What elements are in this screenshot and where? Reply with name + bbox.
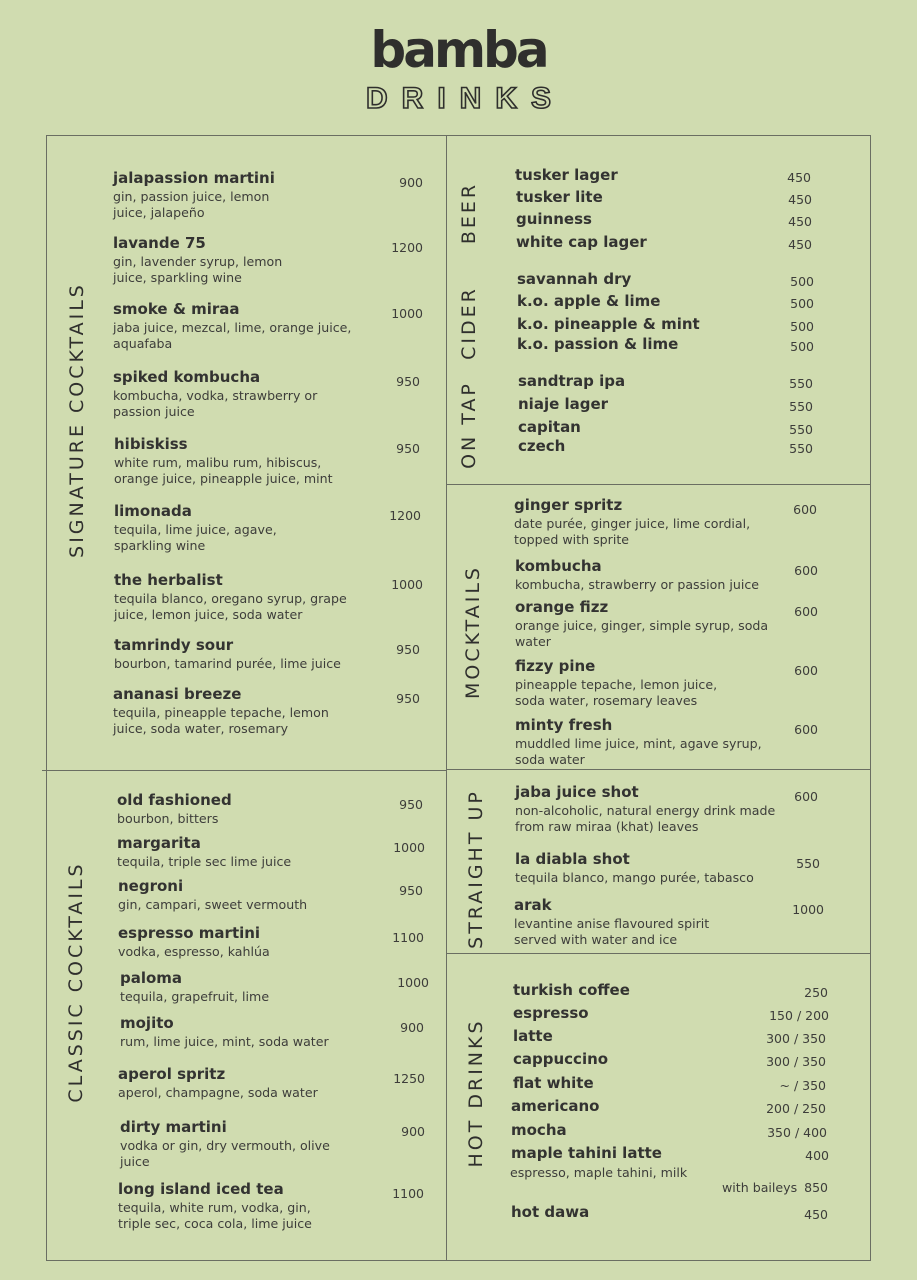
signature-cocktail-item-name: hibiskiss [114, 435, 188, 453]
right-divider-1 [446, 484, 870, 485]
beer-item-name: tusker lager [515, 166, 618, 184]
classic-cocktail-item-name: espresso martini [118, 924, 261, 942]
classic-cocktail-item-description: tequila, triple sec lime juice [117, 854, 292, 869]
mocktail-item-name: ginger spritz [514, 496, 623, 514]
hot-drink-item-price: 300 / 350 [766, 1031, 826, 1046]
classic-cocktail-item-name: negroni [118, 877, 184, 895]
hot-drink-item-price: 200 / 250 [766, 1101, 826, 1116]
hot-drink-item-price: 300 / 350 [766, 1054, 826, 1069]
section-title-cider: CIDER [458, 286, 480, 360]
beer-item-price: 450 [788, 192, 812, 207]
mocktail-item [514, 497, 750, 547]
signature-cocktail-item-description: jaba juice, mezcal, lime, orange juice, aquafaba [113, 320, 352, 351]
beer-item-name: white cap lager [516, 233, 647, 251]
mocktail-item-name: minty fresh [515, 716, 613, 734]
on-tap-item-name: sandtrap ipa [518, 372, 626, 390]
classic-cocktail-item-description: vodka, espresso, kahlúa [118, 944, 270, 959]
signature-cocktail-item-name: spiked kombucha [113, 368, 261, 386]
on-tap-item-name: czech [518, 437, 566, 455]
classic-cocktail-item [118, 878, 307, 913]
signature-cocktail-item-price: 1000 [391, 306, 423, 321]
hot-drink-item-name: turkish coffee [513, 981, 630, 999]
mocktail-item-name: orange fizz [515, 598, 609, 616]
classic-cocktail-item [118, 925, 270, 960]
right-divider-2 [446, 769, 870, 770]
signature-cocktail-item-description: gin, passion juice, lemon juice, jalapeño [113, 189, 270, 220]
on-tap-item-name: capitan [518, 418, 581, 436]
cider-item-name: k.o. passion & lime [517, 335, 679, 353]
straight-up-item-name: jaba juice shot [515, 783, 639, 801]
signature-cocktail-item [113, 235, 282, 285]
cider-item-price: 500 [790, 339, 814, 354]
mocktail-item [515, 658, 717, 708]
signature-cocktail-item-name: the herbalist [114, 571, 223, 589]
classic-cocktail-item [118, 1181, 312, 1231]
signature-cocktail-item [113, 301, 351, 351]
straight-up-item-price: 600 [794, 789, 818, 804]
mocktail-item-description: muddled lime juice, mint, agave syrup, soda water [515, 736, 762, 767]
hot-drink-item-name: mocha [511, 1121, 567, 1139]
hot-drink-item-name: flat white [513, 1074, 594, 1092]
mocktail-item-description: kombucha, strawberry or passion juice [515, 577, 760, 592]
signature-cocktail-item-name: jalapassion martini [113, 169, 275, 187]
menu-title: DRINKS [365, 82, 565, 115]
classic-cocktail-item-description: vodka or gin, dry vermouth, olive juice [120, 1138, 330, 1169]
hot-drink-item-name: maple tahini latte [511, 1144, 662, 1162]
classic-cocktail-item-description: tequila, white rum, vodka, gin, triple sec, coca cola, lime juice [118, 1200, 312, 1231]
classic-cocktail-item-price: 1100 [392, 1186, 424, 1201]
classic-cocktail-item-description: rum, lime juice, mint, soda water [120, 1034, 329, 1049]
classic-cocktail-item-name: dirty martini [120, 1118, 227, 1136]
signature-cocktail-item-price: 950 [396, 642, 420, 657]
signature-cocktail-item-name: lavande 75 [113, 234, 206, 252]
classic-cocktail-item-price: 1000 [397, 975, 429, 990]
mocktail-item-name: kombucha [515, 557, 602, 575]
signature-cocktail-item-price: 1200 [389, 508, 421, 523]
hot-drink-item-name: americano [511, 1097, 600, 1115]
signature-cocktail-item-price: 950 [396, 441, 420, 456]
signature-cocktail-item-description: bourbon, tamarind purée, lime juice [114, 656, 341, 671]
classic-cocktail-item-description: aperol, champagne, soda water [118, 1085, 318, 1100]
hot-drink-item-name: cappuccino [513, 1050, 609, 1068]
signature-cocktail-item [114, 637, 341, 672]
section-title-on-tap: ON TAP [458, 381, 480, 469]
classic-cocktail-item-description: bourbon, bitters [117, 811, 219, 826]
mocktail-item-name: fizzy pine [515, 657, 596, 675]
signature-cocktail-item-description: tequila, lime juice, agave, sparkling wine [114, 522, 277, 553]
mocktail-item-description: date purée, ginger juice, lime cordial, topped with sprite [514, 516, 751, 547]
baileys-label: with baileys [722, 1180, 798, 1195]
signature-cocktail-item-price: 950 [396, 691, 420, 706]
maple-tahini-description: espresso, maple tahini, milk [510, 1165, 688, 1180]
hot-drink-item-price: 350 / 400 [767, 1125, 827, 1140]
signature-cocktail-item-description: tequila, pineapple tepache, lemon juice, soda water, rosemary [113, 705, 329, 736]
classic-cocktail-item-name: long island iced tea [118, 1180, 284, 1198]
straight-up-item-price: 550 [796, 856, 820, 871]
hot-drink-item-price: 400 [805, 1148, 829, 1163]
classic-cocktail-item-price: 950 [399, 883, 423, 898]
classic-cocktail-item-price: 1250 [393, 1071, 425, 1086]
straight-up-item [515, 784, 775, 834]
cider-item-price: 500 [790, 296, 814, 311]
on-tap-item-price: 550 [789, 441, 813, 456]
mocktail-item-description: pineapple tepache, lemon juice, soda water, rosemary leaves [515, 677, 718, 708]
classic-cocktail-item-name: mojito [120, 1014, 174, 1032]
classic-cocktail-item-price: 950 [399, 797, 423, 812]
left-section-divider [42, 770, 447, 771]
straight-up-item-description: non-alcoholic, natural energy drink made from raw miraa (khat) leaves [515, 803, 776, 834]
classic-cocktail-item-price: 1100 [392, 930, 424, 945]
straight-up-item-description: levantine anise flavoured spirit served with water and ice [514, 916, 710, 947]
section-title-mocktails: MOCKTAILS [462, 565, 484, 699]
right-divider-3 [446, 953, 870, 954]
brand-logo: bamba [370, 21, 547, 79]
classic-cocktail-item-price: 900 [400, 1020, 424, 1035]
signature-cocktail-item-price: 1000 [391, 577, 423, 592]
straight-up-item-name: la diabla shot [515, 850, 630, 868]
baileys-price: 850 [804, 1180, 828, 1195]
mocktail-item [515, 717, 762, 767]
classic-cocktail-item-description: tequila, grapefruit, lime [120, 989, 270, 1004]
straight-up-item-name: arak [514, 896, 552, 914]
hot-drink-item-name: hot dawa [511, 1203, 590, 1221]
signature-cocktail-item-name: tamrindy sour [114, 636, 234, 654]
cider-item-price: 500 [790, 274, 814, 289]
beer-item-price: 450 [788, 214, 812, 229]
classic-cocktail-item-name: old fashioned [117, 791, 232, 809]
classic-cocktail-item-name: aperol spritz [118, 1065, 226, 1083]
cider-item-name: k.o. apple & lime [517, 292, 661, 310]
classic-cocktail-item [120, 970, 269, 1005]
signature-cocktail-item-description: gin, lavender syrup, lemon juice, sparkling wine [113, 254, 283, 285]
signature-cocktail-item [113, 686, 329, 736]
classic-cocktail-item-price: 900 [401, 1124, 425, 1139]
section-title-straight-up: STRAIGHT UP [465, 789, 487, 949]
signature-cocktail-item-description: kombucha, vodka, strawberry or passion juice [113, 388, 318, 419]
mocktail-item-description: orange juice, ginger, simple syrup, soda water [515, 618, 769, 649]
mocktail-item-price: 600 [794, 563, 818, 578]
cider-item-name: k.o. pineapple & mint [517, 315, 700, 333]
signature-cocktail-item-description: white rum, malibu rum, hibiscus, orange juice, pineapple juice, mint [114, 455, 333, 486]
straight-up-item-price: 1000 [792, 902, 824, 917]
classic-cocktail-item [120, 1119, 330, 1169]
classic-cocktail-item [117, 835, 291, 870]
classic-cocktail-item-price: 1000 [393, 840, 425, 855]
hot-drink-item-price: ~ / 350 [779, 1078, 826, 1093]
signature-cocktail-item-price: 900 [399, 175, 423, 190]
signature-cocktail-item-name: smoke & miraa [113, 300, 240, 318]
signature-cocktail-item-price: 1200 [391, 240, 423, 255]
cider-item-name: savannah dry [517, 270, 632, 288]
signature-cocktail-item [114, 572, 347, 622]
classic-cocktail-item-description: gin, campari, sweet vermouth [118, 897, 308, 912]
straight-up-item [515, 851, 754, 886]
mocktail-item-price: 600 [794, 722, 818, 737]
classic-cocktail-item [117, 792, 232, 827]
signature-cocktail-item [113, 170, 275, 220]
cider-item-price: 500 [790, 319, 814, 334]
beer-item-name: tusker lite [516, 188, 603, 206]
classic-cocktail-item-name: margarita [117, 834, 201, 852]
classic-cocktail-item-name: paloma [120, 969, 183, 987]
on-tap-item-name: niaje lager [518, 395, 609, 413]
beer-item-price: 450 [788, 237, 812, 252]
on-tap-item-price: 550 [789, 422, 813, 437]
signature-cocktail-item [114, 503, 277, 553]
straight-up-item [514, 897, 709, 947]
signature-cocktail-item-price: 950 [396, 374, 420, 389]
signature-cocktail-item-description: tequila blanco, oregano syrup, grape juice, lemon juice, soda water [114, 591, 347, 622]
beer-item-price: 450 [787, 170, 811, 185]
signature-cocktail-item-name: limonada [114, 502, 192, 520]
hot-drink-item-name: espresso [513, 1004, 589, 1022]
hot-drink-item-name: latte [513, 1027, 553, 1045]
mocktail-item-price: 600 [794, 663, 818, 678]
hot-drink-item-price: 250 [804, 985, 828, 1000]
classic-cocktail-item [120, 1015, 329, 1050]
signature-cocktail-item [113, 369, 317, 419]
mocktail-item [515, 558, 759, 593]
hot-drink-item-price: 150 / 200 [769, 1008, 829, 1023]
section-title-classic: CLASSIC COCKTAILS [65, 861, 87, 1103]
mocktail-item-price: 600 [793, 502, 817, 517]
section-title-beer: BEER [458, 181, 480, 245]
section-title-hot-drinks: HOT DRINKS [465, 1018, 487, 1168]
beer-item-name: guinness [516, 210, 592, 228]
signature-cocktail-item [114, 436, 333, 486]
on-tap-item-price: 550 [789, 376, 813, 391]
signature-cocktail-item-name: ananasi breeze [113, 685, 242, 703]
section-title-signature: SIGNATURE COCKTAILS [66, 282, 88, 558]
classic-cocktail-item [118, 1066, 318, 1101]
column-divider [446, 135, 447, 1260]
mocktail-item-price: 600 [794, 604, 818, 619]
straight-up-item-description: tequila blanco, mango purée, tabasco [515, 870, 754, 885]
on-tap-item-price: 550 [789, 399, 813, 414]
mocktail-item [515, 599, 768, 649]
hot-drink-item-price: 450 [804, 1207, 828, 1222]
